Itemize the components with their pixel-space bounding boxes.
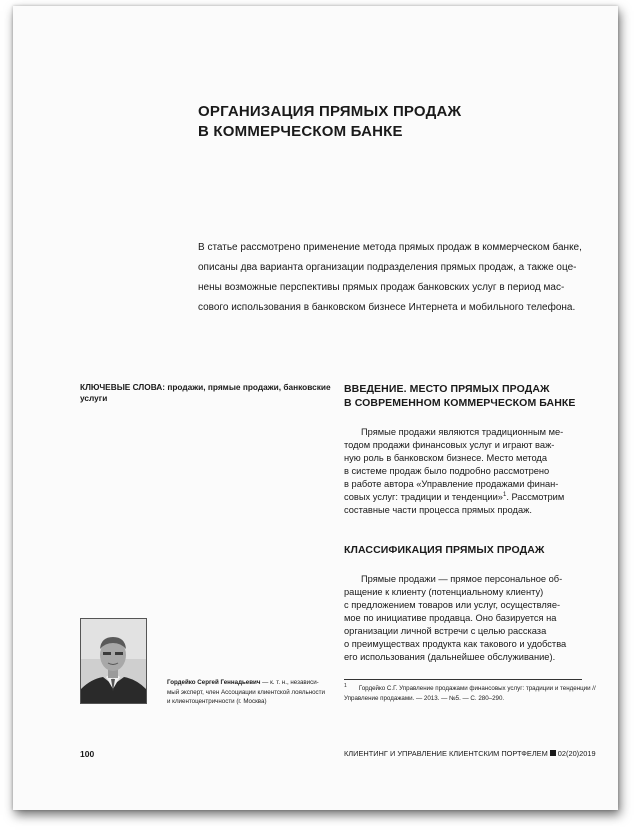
body-line: его использования (дальнейшее обслуживание). xyxy=(344,652,556,662)
footnote-line: Гордейко С.Г. Управление продажами финансовых услуг: традиции и тенденции // xyxy=(358,685,596,692)
section-body-classification xyxy=(344,573,566,664)
keywords-text: услуги xyxy=(80,393,108,403)
heading-line: ВВЕДЕНИЕ. МЕСТО ПРЯМЫХ ПРОДАЖ xyxy=(344,383,550,395)
square-bullet-icon xyxy=(550,750,556,756)
section-body-introduction xyxy=(344,426,564,517)
author-bio-line: и клиентоцентричности (г. Москва) xyxy=(167,698,267,705)
author-portrait-icon xyxy=(81,619,146,703)
keywords-text: продажи, прямые продажи, банковские xyxy=(165,382,331,392)
journal-page xyxy=(13,6,618,810)
journal-name: КЛИЕНТИНГ И УПРАВЛЕНИЕ КЛИЕНТСКИМ ПОРТФЕЛЕМ xyxy=(344,749,548,758)
footnote xyxy=(344,684,604,704)
body-line: совых услуг: традиции и тенденции» xyxy=(344,492,503,502)
section-heading-introduction xyxy=(344,382,576,410)
footnote-line: Управление продажами. — 2013. — №5. — С. 280–290. xyxy=(344,695,505,702)
author-name: Гордейко Сергей Геннадьевич xyxy=(167,679,261,686)
body-line: организации личной встречи с целью рассказа xyxy=(344,626,547,636)
author-bio-line: мый эксперт, член Ассоциации клиентской лояльности xyxy=(167,688,325,696)
abstract-line: сового использования в банковском бизнесе Интернета и мобильного телефона. xyxy=(198,302,576,313)
title-line: ОРГАНИЗАЦИЯ ПРЯМЫХ ПРОДАЖ xyxy=(198,103,462,120)
footnote-reference[interactable]: 1 xyxy=(502,491,507,498)
body-line: о преимуществах продукта как такового и удобства xyxy=(344,639,567,649)
author-bio-line: — к. т. н., независи- xyxy=(260,679,319,686)
body-line: с предложением товаров или услуг, осуществляе- xyxy=(344,600,561,610)
article-title xyxy=(198,102,558,142)
body-line: Прямые продажи — прямое персональное об- xyxy=(361,574,563,584)
body-line: мое по инициативе продавца. Оно базируется на xyxy=(344,613,557,623)
title-line: В КОММЕРЧЕСКОМ БАНКЕ xyxy=(198,123,403,140)
body-line: в работе автора «Управление продажами финан- xyxy=(344,479,559,489)
footnote-number: 1 xyxy=(344,682,347,689)
body-line: ную роль в банковском бизнесе. Место метода xyxy=(344,453,548,463)
heading-line: КЛАССИФИКАЦИЯ ПРЯМЫХ ПРОДАЖ xyxy=(344,544,545,556)
body-line: тодом продажи финансовых услуг и играют важ- xyxy=(344,440,555,450)
body-line-continuation: . Рассмотрим xyxy=(506,492,565,502)
abstract-line: нены возможные перспективы прямых продаж банковских услуг в период мас- xyxy=(198,282,565,293)
issue-number: 02(20)2019 xyxy=(557,749,596,758)
page-number: 100 xyxy=(80,749,95,759)
author-info xyxy=(167,678,337,707)
keywords-block xyxy=(80,382,330,404)
footnote-divider xyxy=(344,679,582,680)
body-line: в системе продаж было подробно рассмотрено xyxy=(344,466,550,476)
body-line: составные части процесса прямых продаж. xyxy=(344,505,532,515)
body-line: Прямые продажи являются традиционным ме- xyxy=(361,427,564,437)
running-footer xyxy=(344,749,596,758)
author-photo xyxy=(80,618,147,704)
abstract-line: В статье рассмотрено применение метода прямых продаж в коммерческом банке, xyxy=(198,242,582,253)
body-line: ращение к клиенту (потенциальному клиенту) xyxy=(344,587,544,597)
abstract-line: описаны два варианта организации подразделения прямых продаж, а также оце- xyxy=(198,262,577,273)
keywords-label: КЛЮЧЕВЫЕ СЛОВА: xyxy=(80,382,166,392)
heading-line: В СОВРЕМЕННОМ КОММЕРЧЕСКОМ БАНКЕ xyxy=(344,397,576,409)
article-abstract xyxy=(198,238,598,318)
section-heading-classification xyxy=(344,543,544,557)
